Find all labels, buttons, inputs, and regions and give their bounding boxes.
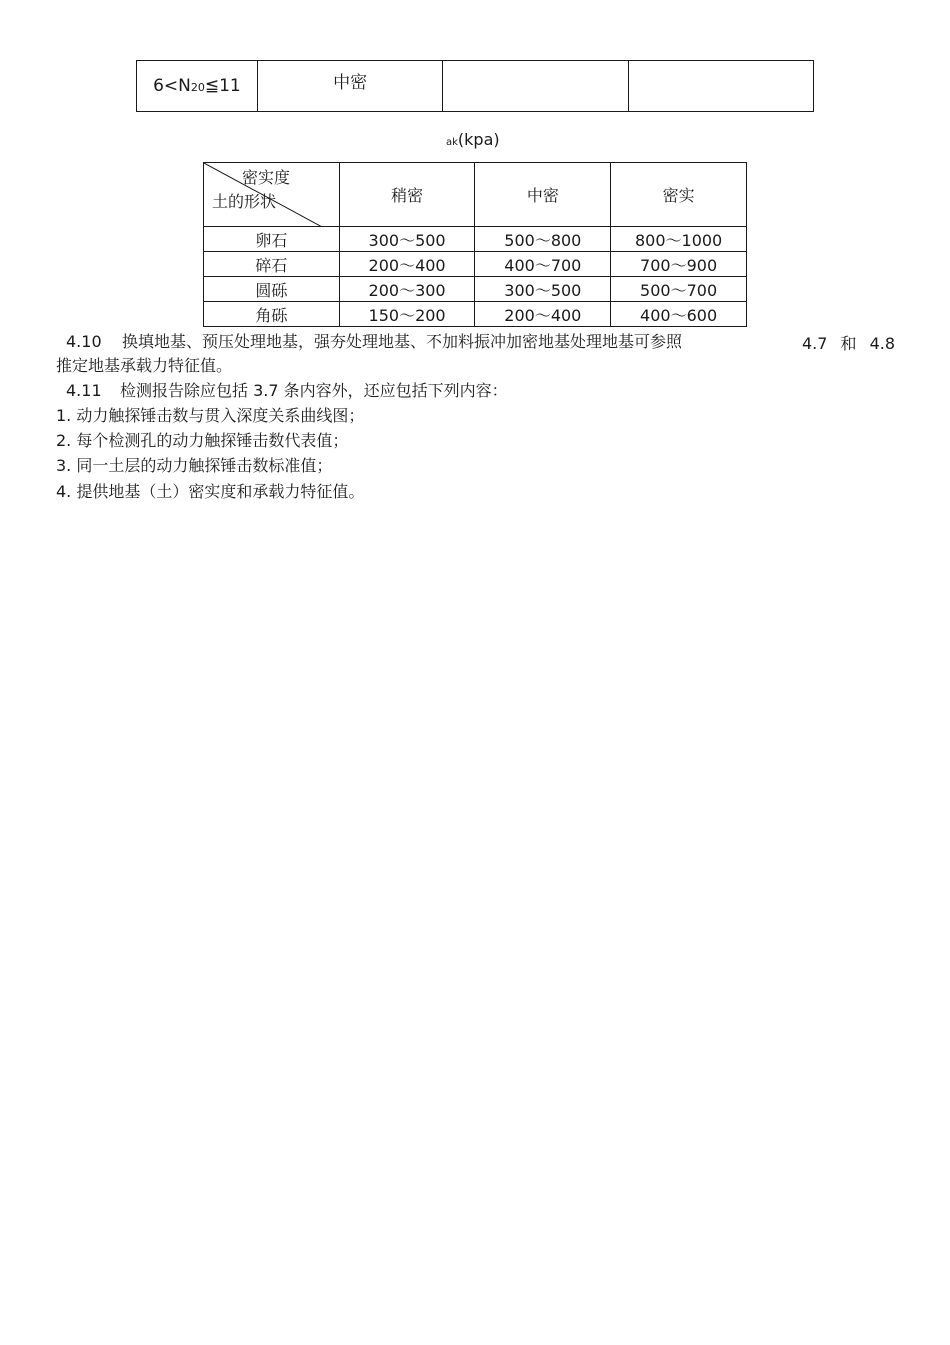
column-header: 中密 bbox=[475, 163, 611, 227]
density-cell: 中密 bbox=[257, 61, 442, 112]
value-cell: 500～700 bbox=[611, 277, 747, 302]
value-cell: 200～300 bbox=[339, 277, 475, 302]
section-number: 4.11 bbox=[66, 381, 102, 400]
density-table-fragment bbox=[136, 60, 814, 112]
list-item: 4. 提供地基（土）密实度和承载力特征值。 bbox=[56, 482, 365, 501]
section-number: 4.10 bbox=[66, 332, 102, 351]
table-row bbox=[204, 277, 747, 302]
empty-cell bbox=[443, 61, 628, 112]
column-header: 密实 bbox=[611, 163, 747, 227]
hammer-count-condition-cell: 6<N20≦11 bbox=[137, 61, 258, 112]
table-row bbox=[204, 252, 747, 277]
soil-type-cell: 圆砾 bbox=[204, 277, 340, 302]
density-header-label: 密实度 bbox=[242, 168, 291, 187]
value-cell: 400～700 bbox=[475, 252, 611, 277]
section-text: 检测报告除应包括 3.7 条内容外，还应包括下列内容： bbox=[120, 381, 508, 400]
soil-type-cell: 碎石 bbox=[204, 252, 340, 277]
empty-cell bbox=[628, 61, 813, 112]
list-item: 3. 同一土层的动力触探锤击数标准值； bbox=[56, 456, 333, 475]
section-4-11 bbox=[66, 380, 508, 402]
value-cell: 800～1000 bbox=[611, 227, 747, 252]
section-4-10-continuation: 推定地基承载力特征值。 bbox=[56, 356, 233, 375]
value-cell: 500～800 bbox=[475, 227, 611, 252]
table-row bbox=[204, 302, 747, 327]
table-caption: ak(kpa) bbox=[446, 130, 500, 149]
bearing-capacity-table bbox=[203, 162, 747, 327]
soil-shape-header-label: 土的形状 bbox=[212, 192, 277, 211]
list-item: 1. 动力触探锤击数与贯入深度关系曲线图； bbox=[56, 406, 365, 425]
soil-type-cell: 角砾 bbox=[204, 302, 340, 327]
value-cell: 200～400 bbox=[475, 302, 611, 327]
table-header-row bbox=[204, 163, 747, 227]
value-cell: 400～600 bbox=[611, 302, 747, 327]
value-cell: 150～200 bbox=[339, 302, 475, 327]
section-4-10-reference: 4.7 和 4.8 bbox=[802, 334, 896, 353]
diagonal-header-cell bbox=[204, 163, 340, 227]
table-row bbox=[204, 227, 747, 252]
section-4-10 bbox=[66, 331, 682, 353]
section-text: 换填地基、预压处理地基，强夯处理地基、不加料振冲加密地基处理地基可参照 bbox=[122, 332, 683, 351]
table-row bbox=[137, 61, 814, 112]
soil-type-cell: 卵石 bbox=[204, 227, 340, 252]
value-cell: 200～400 bbox=[339, 252, 475, 277]
value-cell: 300～500 bbox=[339, 227, 475, 252]
column-header: 稍密 bbox=[339, 163, 475, 227]
value-cell: 300～500 bbox=[475, 277, 611, 302]
value-cell: 700～900 bbox=[611, 252, 747, 277]
list-item: 2. 每个检测孔的动力触探锤击数代表值； bbox=[56, 431, 349, 450]
